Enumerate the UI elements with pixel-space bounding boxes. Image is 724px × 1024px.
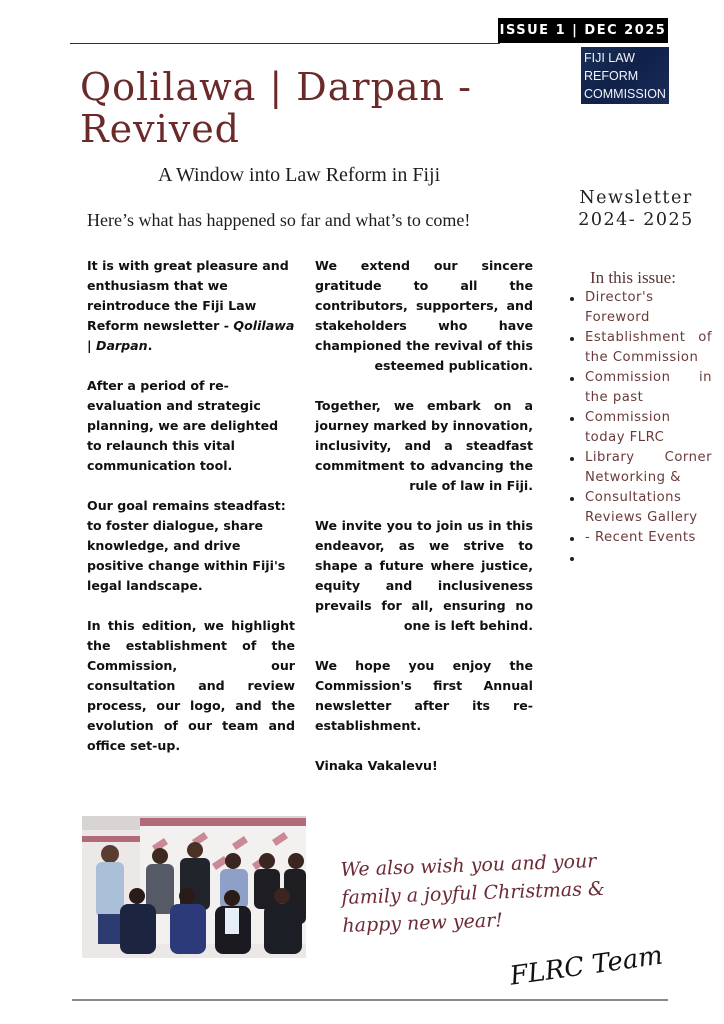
table-of-contents	[566, 288, 712, 568]
newsletter-title: Newsletter	[579, 188, 693, 208]
together-paragraph: Together, we embark on a journey marked by innovation, inclusivity, and a steadfast commitment to advancing the rule of law in Fiji.	[315, 398, 534, 493]
issue-badge: ISSUE 1 | DEC 2025	[498, 18, 668, 43]
page-title	[80, 66, 550, 150]
toc-item: Library Corner Networking &	[566, 448, 712, 488]
top-divider	[70, 43, 500, 44]
holiday-greeting: We also wish you and your family a joyful Christmas & happy new year!	[340, 850, 606, 937]
toc-heading: In this issue:	[590, 268, 676, 287]
relaunch-paragraph: After a period of re-evaluation and strategic planning, we are delighted to relaunch this vital communication tool.	[87, 378, 279, 473]
team-photo-illustration	[82, 816, 306, 958]
toc-item: - Recent Events	[566, 528, 712, 548]
newsletter-name: Qolilawa | Darpan	[87, 318, 295, 353]
title-line-1: Qolilawa | Darpan -	[80, 65, 472, 109]
intro-end: .	[147, 338, 153, 353]
enjoy-paragraph: We hope you enjoy the Commission's first Annual newsletter after its re-establishment.	[315, 658, 533, 733]
invite-paragraph: We invite you to join us in this endeavor, as we strive to shape a future where justice, equity and inclusiveness prevails for all, ensuring no one is left behind.	[315, 518, 533, 633]
toc-item: Director's Foreword	[566, 288, 712, 328]
title-line-2: Revived	[80, 107, 241, 151]
intro-paragraph	[87, 256, 295, 356]
toc-item: Establishment of the Commission	[566, 328, 712, 368]
gratitude-paragraph: We extend our sincere gratitude to all the contributors, supporters, and stakeholders who have championed the revival of this esteemed publication.	[315, 258, 533, 373]
right-column	[315, 256, 533, 796]
newsletter-years: 2024- 2025	[578, 210, 694, 230]
logo-line: REFORM	[584, 69, 639, 83]
bottom-divider	[72, 999, 668, 1001]
logo-line: COMMISSION	[584, 87, 666, 101]
toc-item: Commission today FLRC	[566, 408, 712, 448]
toc-item: Commission in the past	[566, 368, 712, 408]
left-column	[87, 256, 295, 776]
thanks-line: Vinaka Vakalevu!	[315, 758, 438, 773]
edition-paragraph: In this edition, we highlight the establishment of the Commission, our consultation and review process, our logo, and the evolution of our team and office set-up.	[87, 618, 295, 753]
toc-item: Consultations Reviews Gallery	[566, 488, 712, 528]
newsletter-label	[574, 187, 698, 231]
intro-text: It is with great pleasure and enthusiasm that we reintroduce the Fiji Law Reform newsletter -	[87, 258, 289, 333]
team-signature: FLRC Team	[508, 940, 665, 992]
logo-line: FIJI LAW	[584, 51, 635, 65]
goal-paragraph: Our goal remains steadfast: to foster dialogue, share knowledge, and drive positive change within Fiji's legal landscape.	[87, 498, 286, 593]
toc-item-empty	[566, 548, 712, 568]
subtitle: A Window into Law Reform in Fiji	[158, 164, 441, 186]
tagline: Here’s what has happened so far and what’s to come!	[87, 210, 471, 230]
team-photo	[82, 816, 306, 958]
flrc-logo	[581, 47, 669, 104]
